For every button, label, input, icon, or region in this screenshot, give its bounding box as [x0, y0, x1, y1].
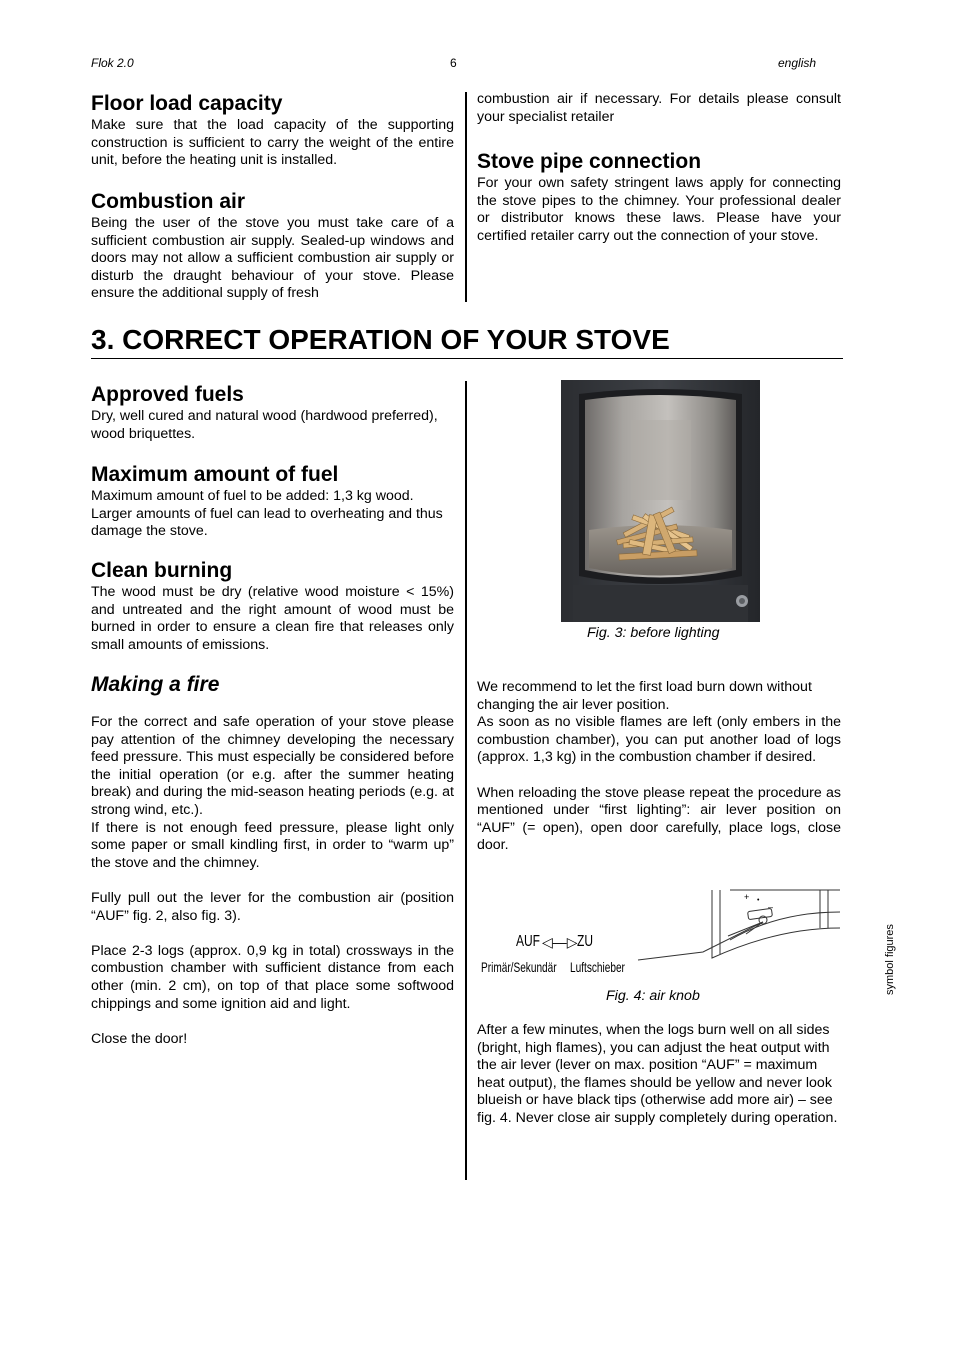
making-fire-p4: Place 2-3 logs (approx. 0,9 kg in total) crossways in the combustion chamber with sufficient distance from each other (min. 2 cm), on top of that place some softwood chippings and some ignition aid and light. — [91, 942, 454, 1012]
no-flames-text: As soon as no visible flames are left (only embers in the combustion chamber), you can put another load of logs (approx. 1,3 kg) in the combustion chamber if desired. — [477, 714, 841, 766]
max-fuel-title: Maximum amount of fuel — [91, 463, 339, 486]
header-language: english — [778, 56, 817, 70]
floor-load-section — [91, 92, 454, 170]
approved-fuels-text: Dry, well cured and natural wood (hardwood preferred), wood briquettes. — [91, 408, 438, 442]
reloading-text: When reloading the stove please repeat the procedure as mentioned under “first lighting”: air lever position on “AUF” (= open), open door carefully, place logs, close door. — [477, 784, 841, 854]
double-arrow-icon: ◁—▷ — [542, 934, 578, 950]
combustion-air-text: Being the user of the stove you must take care of a sufficient combustion air supply. Sealed-up windows and doors may not allow a sufficient combustion air supply or disturb the draught behaviour of your stove. Please ensure the additional supply of fresh — [91, 215, 454, 302]
section-title: 3. CORRECT OPERATION OF YOUR STOVE — [91, 324, 670, 355]
max-fuel-text: Maximum amount of fuel to be added: 1,3 kg wood. Larger amounts of fuel can lead to overheating and thus damage the stove. — [91, 488, 443, 540]
making-fire-p2: If there is not enough feed pressure, please light only some paper or small kindling first, in order to “warm up” the stove and the chimney. — [91, 819, 454, 871]
section-heading — [91, 324, 843, 359]
making-fire-p3: Fully pull out the lever for the combustion air (position “AUF” fig. 2, also fig. 3). — [91, 889, 454, 924]
right-text-block-1 — [477, 679, 841, 855]
stove-photo-image — [561, 380, 760, 622]
air-knob-diagram — [478, 888, 840, 988]
reload-recommend-text: We recommend to let the first load burn down without changing the air lever position. — [477, 679, 812, 713]
fig3-caption: Fig. 3: before lighting — [587, 625, 720, 641]
auf-label: AUF — [516, 933, 540, 950]
approved-fuels-title: Approved fuels — [91, 383, 244, 406]
adjust-heat-text: After a few minutes, when the logs burn well on all sides (bright, high flames), you can adjust the heat output with the air lever (lever on max. position “AUF” = maximum heat output), the flames should be yellow and never look blueish or have black tips (otherwise add more air) – see fig. 4. Never close air supply completely during operation. — [477, 1022, 838, 1126]
margin-note: symbol figures — [884, 924, 896, 995]
max-fuel-section — [91, 463, 454, 541]
luftschieber-label: Luftschieber — [570, 959, 625, 975]
main-column-divider — [465, 381, 467, 1180]
clean-burning-title: Clean burning — [91, 559, 233, 582]
stove-photo — [561, 380, 760, 622]
combustion-air-section — [91, 190, 454, 303]
clean-burning-section — [91, 559, 454, 654]
primar-sekundar-label: Primär/Sekundär — [481, 959, 557, 975]
making-fire-title: Making a fire — [91, 673, 220, 696]
zu-label: ZU — [577, 933, 593, 950]
minus-mark: – — [768, 902, 774, 912]
stove-pipe-section — [477, 150, 841, 245]
combustion-air-continued — [477, 91, 841, 126]
making-fire-p1: For the correct and safe operation of your stove please pay attention of the chimney developing the necessary feed pressure. This must especially be considered before the initial operation (or e.g. after the summer heating break) and during the mid-season heating periods (e.g. at strong wind, etc.). — [91, 714, 454, 818]
stove-pipe-text: For your own safety stringent laws apply for connecting the stove pipes to the chimney. Your professional dealer or distributor knows these laws. Please have your certified retailer carry out the connection of your stove. — [477, 175, 841, 244]
making-fire-section — [91, 673, 454, 1048]
right-text-block-2 — [477, 1022, 841, 1128]
fig4-caption: Fig. 4: air knob — [606, 988, 700, 1004]
combustion-air-continued-text: combustion air if necessary. For details please consult your specialist retailer — [477, 91, 841, 125]
stove-pipe-title: Stove pipe connection — [477, 150, 702, 173]
top-column-divider — [465, 92, 467, 302]
floor-load-title: Floor load capacity — [91, 92, 283, 115]
header-page-number: 6 — [450, 56, 457, 70]
making-fire-p5: Close the door! — [91, 1030, 188, 1047]
header-doc-name: Flok 2.0 — [91, 56, 134, 70]
approved-fuels-section — [91, 383, 454, 443]
floor-load-text: Make sure that the load capacity of the supporting construction is sufficient to carry the weight of the entire unit, before the heating unit is installed. — [91, 117, 454, 169]
dot-mark: • — [757, 897, 760, 904]
combustion-air-title: Combustion air — [91, 190, 246, 213]
plus-mark: + — [744, 892, 750, 902]
clean-burning-text: The wood must be dry (relative wood moisture < 15%) and untreated and the right amount of wood must be burned in order to ensure a clean fire that releases only small amounts of emissions. — [91, 584, 454, 653]
